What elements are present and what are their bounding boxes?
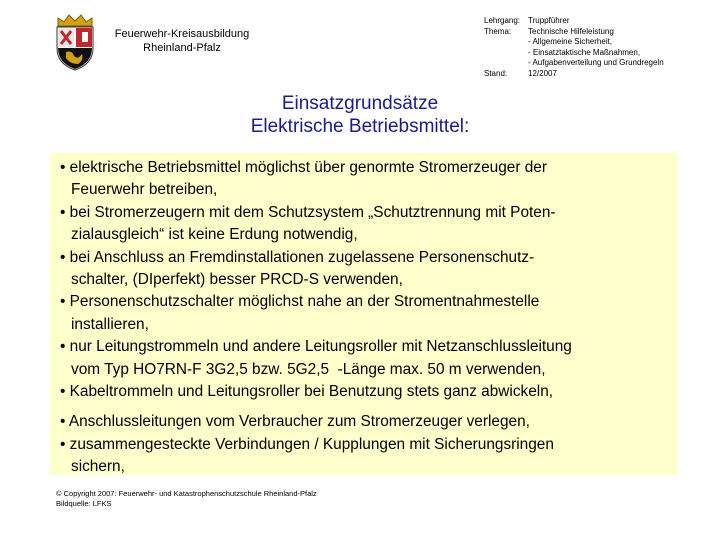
stand-value: 12/2007 <box>528 68 557 78</box>
bullet-list <box>60 157 675 479</box>
org-line-2: Rheinland-Pfalz <box>143 42 221 54</box>
footer <box>56 489 317 509</box>
thema-line: - Aufgabenverteilung und Grundregeln <box>528 58 664 67</box>
copyright-text: © Copyright 2007: Feuerwehr- und Katastrophenschutzschule Rheinland-Pfalz <box>56 489 317 498</box>
thema-line: - Allgemeine Sicherheit, <box>528 37 613 46</box>
thema-line: - Einsatztaktische Maßnahmen, <box>528 47 641 57</box>
organization-name <box>112 27 252 55</box>
stand-label: Stand: <box>484 68 508 78</box>
title-line-2: Elektrische Betriebsmittel: <box>250 116 470 137</box>
image-source-text: Bildquelle: LFKS <box>56 499 112 508</box>
thema-label: Thema: <box>484 26 512 36</box>
slide-title <box>0 92 720 138</box>
list-item: • Personenschutzschalter möglichst nahe an der Stromentnahmestelle installieren, <box>60 293 540 333</box>
list-item: • bei Stromerzeugern mit dem Schutzsystem „Schutztrennung mit Poten- zialausgleich“ ist keine Erdung notwendig, <box>60 203 556 244</box>
list-item: • Anschlussleitungen vom Verbraucher zum Stromerzeuger verlegen, <box>60 413 530 431</box>
lehrgang-label: Lehrgang: <box>484 16 521 25</box>
list-item: • Kabeltrommeln und Leitungsroller bei Benutzung stets ganz abwickeln, <box>60 383 554 401</box>
list-item: • elektrische Betriebsmittel möglichst über genormte Stromerzeuger der Feuerwehr betreiben, <box>60 159 547 199</box>
course-meta <box>484 16 714 79</box>
lehrgang-value: Truppführer <box>528 16 570 25</box>
list-item: • nur Leitungstrommeln und andere Leitungsroller mit Netzanschlussleitung vom Typ HO7RN-F 3G2,5 bzw. 5G2,5 -Länge max. 50 m verwenden, <box>60 338 572 378</box>
title-line-1: Einsatzgrundsätze <box>281 93 439 114</box>
list-spacer <box>60 403 675 411</box>
list-item: • bei Anschluss an Fremdinstallationen zugelassene Personenschutz- schalter, (DIperfekt) besser PRCD-S verwenden, <box>60 248 535 289</box>
coat-of-arms-icon <box>52 12 98 72</box>
thema-value: Technische Hilfeleistung <box>528 26 614 36</box>
list-item: • zusammengesteckte Verbindungen / Kupplungen mit Sicherungsringen sichern, <box>60 435 554 476</box>
org-line-1: Feuerwehr-Kreisausbildung <box>114 28 250 40</box>
